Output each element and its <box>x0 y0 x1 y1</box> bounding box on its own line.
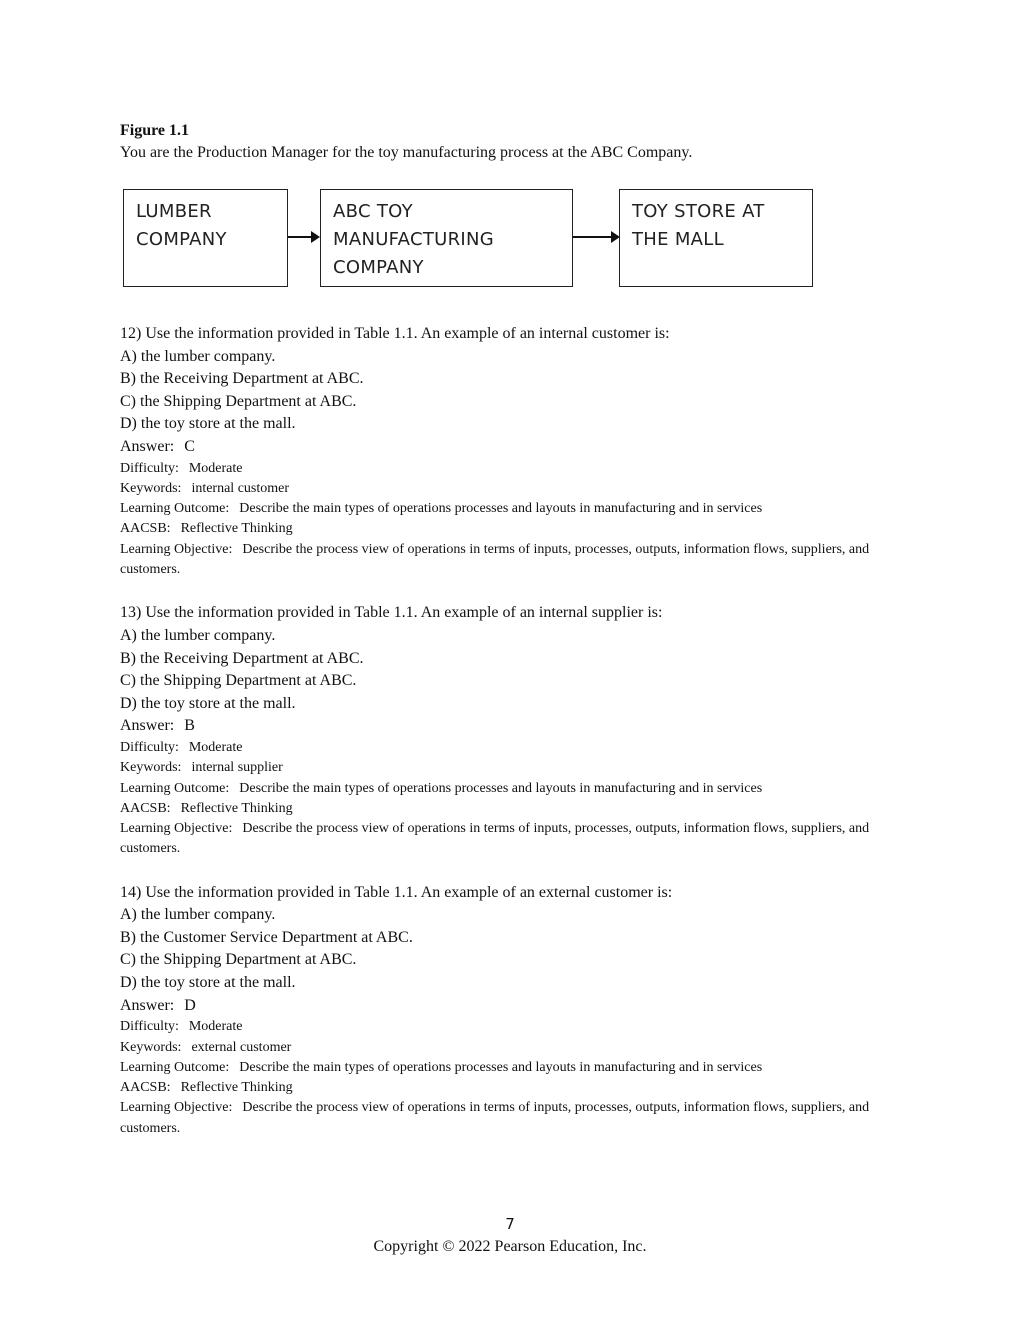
learning-outcome-value: Describe the main types of operations processes and layouts in manufacturing and in services <box>239 1059 763 1075</box>
option-a: A) the lumber company. <box>120 626 276 644</box>
arrow-icon <box>288 236 318 238</box>
keywords-line <box>120 479 900 499</box>
learning-outcome-label: Learning Outcome: <box>120 501 230 517</box>
answer-line <box>120 995 900 1018</box>
option-b: B) the Receiving Department at ABC. <box>120 649 364 667</box>
aacsb-value: Reflective Thinking <box>180 800 293 816</box>
learning-outcome-line <box>120 1058 900 1078</box>
copyright-notice: Copyright © 2022 Pearson Education, Inc. <box>373 1238 647 1255</box>
learning-outcome-label: Learning Outcome: <box>120 780 230 796</box>
option-d: D) the toy store at the mall. <box>120 974 296 992</box>
keywords-label: Keywords: <box>120 480 182 496</box>
learning-outcome-line <box>120 499 900 519</box>
box-line: THE MALL <box>632 229 724 250</box>
lumber-company-box <box>123 189 288 287</box>
keywords-label: Keywords: <box>120 1039 182 1055</box>
aacsb-line <box>120 519 900 539</box>
toy-store-box <box>619 189 813 287</box>
learning-outcome-value: Describe the main types of operations processes and layouts in manufacturing and in services <box>239 501 763 517</box>
aacsb-value: Reflective Thinking <box>180 1080 293 1096</box>
option-a: A) the lumber company. <box>120 347 276 365</box>
option-b: B) the Receiving Department at ABC. <box>120 370 364 388</box>
answer-label: Answer: <box>120 996 175 1014</box>
abc-toy-manufacturing-box <box>320 189 573 287</box>
arrow-icon <box>573 236 618 238</box>
difficulty-label: Difficulty: <box>120 460 179 476</box>
aacsb-line <box>120 1078 900 1098</box>
keywords-line <box>120 758 900 778</box>
answer-line <box>120 715 900 738</box>
keywords-value: internal supplier <box>191 760 283 776</box>
box-line: MANUFACTURING <box>333 229 495 250</box>
question-14 <box>120 882 900 1139</box>
aacsb-value: Reflective Thinking <box>180 521 293 537</box>
question-stem: 14) Use the information provided in Table 1.1. An example of an external customer is: <box>120 883 673 901</box>
answer-label: Answer: <box>120 717 175 735</box>
learning-objective-value: Describe the process view of operations in terms of inputs, processes, outputs, information flows, suppliers, and customers. <box>120 1100 870 1136</box>
aacsb-label: AACSB: <box>120 521 171 537</box>
answer-line <box>120 436 900 459</box>
box-line: COMPANY <box>333 257 424 278</box>
option-c: C) the Shipping Department at ABC. <box>120 672 357 690</box>
aacsb-label: AACSB: <box>120 1080 171 1096</box>
difficulty-label: Difficulty: <box>120 739 179 755</box>
question-12 <box>120 323 900 580</box>
box-line: COMPANY <box>136 229 227 250</box>
question-13 <box>120 602 900 859</box>
answer-value: C <box>184 437 195 455</box>
option-b: B) the Customer Service Department at ABC. <box>120 928 413 946</box>
keywords-label: Keywords: <box>120 760 182 776</box>
difficulty-line <box>120 1017 900 1037</box>
document-page <box>120 120 900 1139</box>
option-a: A) the lumber company. <box>120 906 276 924</box>
option-c: C) the Shipping Department at ABC. <box>120 951 357 969</box>
question-stem: 13) Use the information provided in Table 1.1. An example of an internal supplier is: <box>120 604 663 622</box>
learning-outcome-value: Describe the main types of operations processes and layouts in manufacturing and in services <box>239 780 763 796</box>
aacsb-line <box>120 799 900 819</box>
question-stem: 12) Use the information provided in Table 1.1. An example of an internal customer is: <box>120 325 670 342</box>
keywords-value: internal customer <box>191 480 290 496</box>
box-line: LUMBER <box>136 201 212 222</box>
difficulty-value: Moderate <box>188 460 243 476</box>
answer-label: Answer: <box>120 437 175 455</box>
answer-value: D <box>184 996 196 1014</box>
box-line: TOY STORE AT <box>632 201 765 222</box>
learning-objective-line <box>120 819 900 860</box>
learning-objective-label: Learning Objective: <box>120 821 233 837</box>
difficulty-value: Moderate <box>188 739 243 755</box>
difficulty-label: Difficulty: <box>120 1019 179 1035</box>
figure-title: Figure 1.1 <box>120 122 190 139</box>
difficulty-value: Moderate <box>188 1019 243 1035</box>
option-c: C) the Shipping Department at ABC. <box>120 392 357 410</box>
option-d: D) the toy store at the mall. <box>120 415 296 433</box>
keywords-line <box>120 1038 900 1058</box>
option-d: D) the toy store at the mall. <box>120 694 296 712</box>
difficulty-line <box>120 459 900 479</box>
flow-diagram <box>120 189 820 299</box>
learning-objective-value: Describe the process view of operations in terms of inputs, processes, outputs, information flows, suppliers, and customers. <box>120 821 870 857</box>
learning-objective-value: Describe the process view of operations in terms of inputs, processes, outputs, information flows, suppliers, and customers. <box>120 541 870 578</box>
learning-outcome-line <box>120 779 900 799</box>
keywords-value: external customer <box>191 1039 292 1055</box>
learning-outcome-label: Learning Outcome: <box>120 1059 230 1075</box>
learning-objective-line <box>120 540 900 581</box>
answer-value: B <box>184 717 195 735</box>
box-line: ABC TOY <box>333 201 413 222</box>
aacsb-label: AACSB: <box>120 800 171 816</box>
difficulty-line <box>120 738 900 758</box>
learning-objective-line <box>120 1098 900 1139</box>
learning-objective-label: Learning Objective: <box>120 1100 233 1116</box>
figure-description: You are the Production Manager for the toy manufacturing process at the ABC Company. <box>120 144 693 161</box>
learning-objective-label: Learning Objective: <box>120 541 233 557</box>
page-number: 7 <box>505 1215 515 1233</box>
